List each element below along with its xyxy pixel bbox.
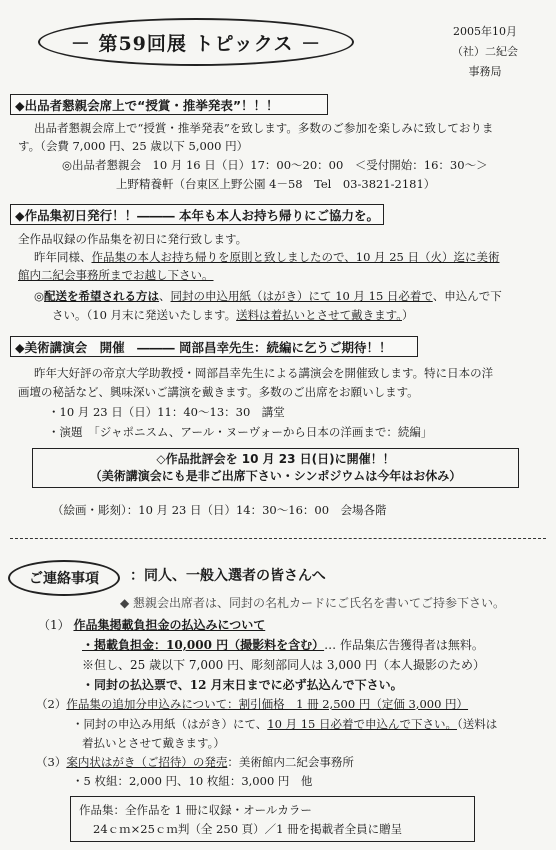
critique-line-1: ◇作品批評会を 10 月 23 日(日)に開催！！: [156, 452, 395, 466]
lecture-text-1: 昨年大好評の帝京大学助教授・岡部昌幸先生による講演会を開催致します。特に日本の洋: [34, 366, 494, 380]
catalog-info-box: [70, 796, 475, 842]
item-3-heading: [36, 754, 354, 770]
party-schedule: ◎出品者懇親会 10 月 16 日（日）17：00～20：00 ＜受付開始：16：30～＞: [62, 158, 488, 172]
item-1-number: （1）: [38, 618, 70, 632]
catalog-shipping-1: [34, 288, 502, 304]
item-2-heading: [36, 696, 468, 712]
issuer-block: [452, 22, 518, 82]
item-3-location: ：美術館内二紀会事務所: [227, 755, 354, 769]
lecture-schedule: ・10 月 23 日（日）11：40～13：30 講堂: [48, 405, 285, 419]
item-3-prices: ・5 枚組：2,000 円、10 枚組：3,000 円 他: [72, 774, 313, 788]
section-heading-catalog: ◆作品集初日発行！！――― 本年も本人お持ち帰りにご協力を。: [10, 204, 384, 225]
shipping-request: 配送を希望される方は: [44, 289, 160, 303]
lecture-text-2: 画壇の秘話など、興味深いご講演を戴きます。多数のご出席をお願いします。: [18, 385, 419, 399]
critique-notice-box: [32, 448, 519, 488]
shipping-fee-note: 送料は着払いとさせて戴きます。: [236, 308, 402, 322]
item-2-detail-2: 着払いとさせて戴きます。）: [82, 736, 225, 750]
awards-text-2: す。（会費 7,000 円、25 歳以下 5,000 円）: [18, 139, 249, 153]
catalog-shipping-2: [52, 307, 413, 323]
catalog-pickup-note: 作品集の本人お持ち帰りを原則と致しましたので、10 月 25 日（火）迄に美術: [91, 250, 500, 264]
item-1-payment: ・同封の払込票で、12 月末日までに必ず払込んで下さい。: [82, 678, 403, 692]
issue-date: 2005年10月: [453, 25, 517, 38]
item-2-price: ：割引価格 1 冊 2,500 円（定価 3,000 円）: [227, 697, 469, 711]
shipping-tail: 、申込んで下: [432, 289, 502, 303]
org-name: （社）二紀会: [452, 45, 518, 58]
item-2-shipping: （送料は: [457, 717, 498, 731]
item-3-title: 案内状はがき（ご招待）の発売: [66, 755, 228, 769]
item-2-form: ・同封の申込み用紙（はがき）にて、: [72, 717, 268, 731]
catalog-text-1: 全作品収録の作品集を初日に発行致します。: [18, 232, 248, 246]
party-venue: 上野精養軒（台東区上野公園 4－58 Tel 03-3821-2181）: [116, 177, 436, 191]
item-2-title: 作品集の追加分申込みについて: [66, 697, 228, 711]
fee-amount: ・掲載負担金：10,000 円（撮影料を含む）: [82, 638, 325, 652]
item-2-detail-1: [72, 716, 497, 732]
contact-audience: ：同人、一般入選者の皆さんへ: [130, 568, 326, 584]
catalog-info-line-2: 24ｃｍ×25ｃｍ判（全 250 頁）／1 冊を掲載者全員に贈呈: [93, 822, 403, 836]
section-heading-awards: ◆出品者懇親会席上で“授賞・推挙発表”！！！: [10, 94, 328, 115]
awards-text-1: 出品者懇親会席上で“授賞・推挙発表”を致します。多数のご参加を楽しみに致しておりま: [34, 121, 494, 135]
item-1-heading: [38, 616, 265, 633]
page-title: － 第59回展 トピックス －: [38, 18, 354, 66]
divider: [10, 538, 546, 539]
critique-line-2: （美術講演会にも是非ご出席下さい・シンポジウムは今年はお休み）: [89, 469, 462, 483]
item-2-deadline: 10 月 15 日必着で申込んで下さい。: [267, 717, 458, 731]
catalog-text-2a: 昨年同様、: [34, 250, 92, 264]
comma: 、: [159, 289, 171, 303]
shipping-deadline: 同封の申込用紙（はがき）にて 10 月 15 日必着で: [170, 289, 433, 303]
office-name: 事務局: [468, 65, 502, 78]
item-2-number: （2）: [36, 697, 67, 711]
item-1-fee: [82, 636, 484, 653]
nametag-note: ◆ 懇親会出席者は、同封の名札カードにご氏名を書いてご持参下さい。: [120, 596, 506, 610]
catalog-info-line-1: 作品集：全作品を 1 冊に収録・オールカラー: [79, 803, 312, 817]
catalog-text-2: [34, 249, 500, 265]
item-1-discount: ※但し、25 歳以下 7,000 円、彫刻部同人は 3,000 円（本人撮影のため）: [82, 658, 486, 672]
item-1-title: 作品集掲載負担金の払込みについて: [73, 618, 266, 632]
lecture-topic: ・演題 「ジャポニスム、アール・ヌーヴォーから日本の洋画まで：続編」: [48, 425, 433, 439]
contact-label: ご連絡事項: [8, 560, 120, 596]
item-3-number: （3）: [36, 755, 67, 769]
paren: ）: [401, 308, 414, 322]
critique-schedule: （絵画・彫刻）：10 月 23 日（日）14：30～16：00 会場各階: [52, 503, 387, 517]
section-heading-lecture: ◆美術講演会 開催 ――― 岡部昌幸先生：続編に乞うご期待！！: [10, 336, 418, 357]
bullet: ◎: [34, 289, 45, 303]
shipping-month: さい。（10 月末に発送いたします。: [52, 308, 237, 322]
fee-exemption: … 作品集広告獲得者は無料。: [324, 638, 484, 652]
catalog-text-3: 館内二紀会事務所までお越し下さい。: [18, 268, 214, 282]
